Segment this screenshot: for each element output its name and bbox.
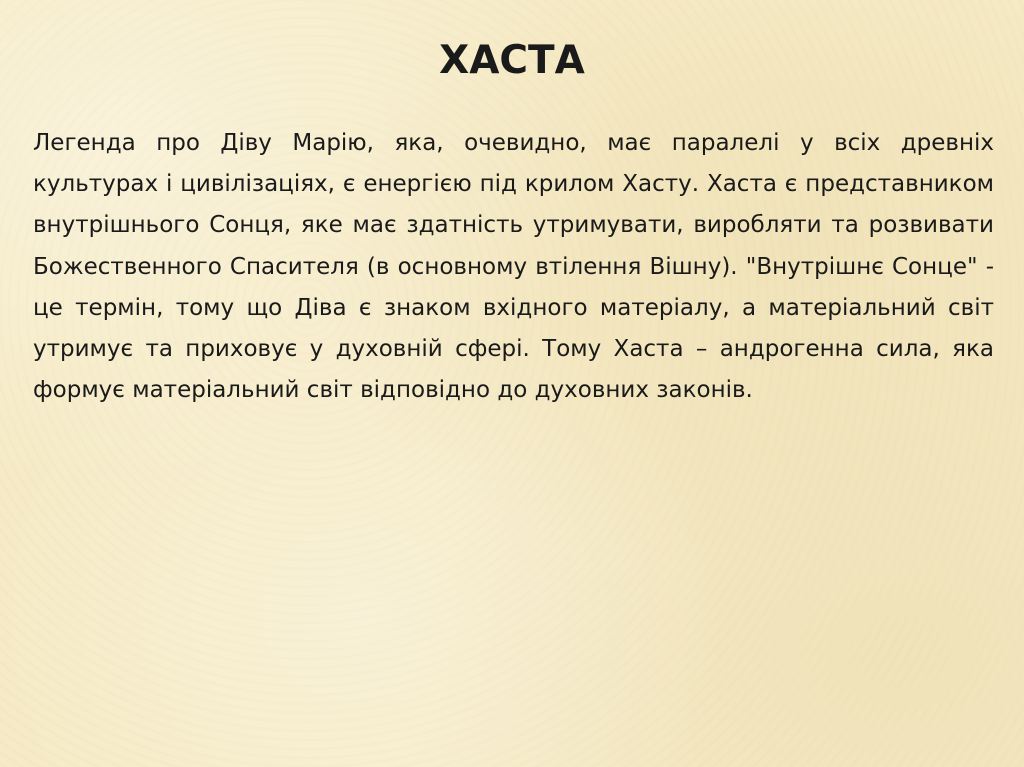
slide-body-text: Легенда про Діву Марію, яка, очевидно, має паралелі у всіх древніх культурах і цивілізаціях, є енергією під крилом Хасту. Хаста є представником внутрішнього Сонця, яке має здатність утримувати, виробляти та розвивати Божественного Спасителя (в основному втілення Вішну). "Внутрішнє Сонце" - це термін, тому що Діва є знаком вхідного матеріалу, а матеріальний світ утримує та приховує у духовній сфері. Тому Хаста – андрогенна сила, яка формує матеріальний світ відповідно до духовних законів. (33, 130, 994, 404)
slide-title: ХАСТА (439, 38, 585, 83)
